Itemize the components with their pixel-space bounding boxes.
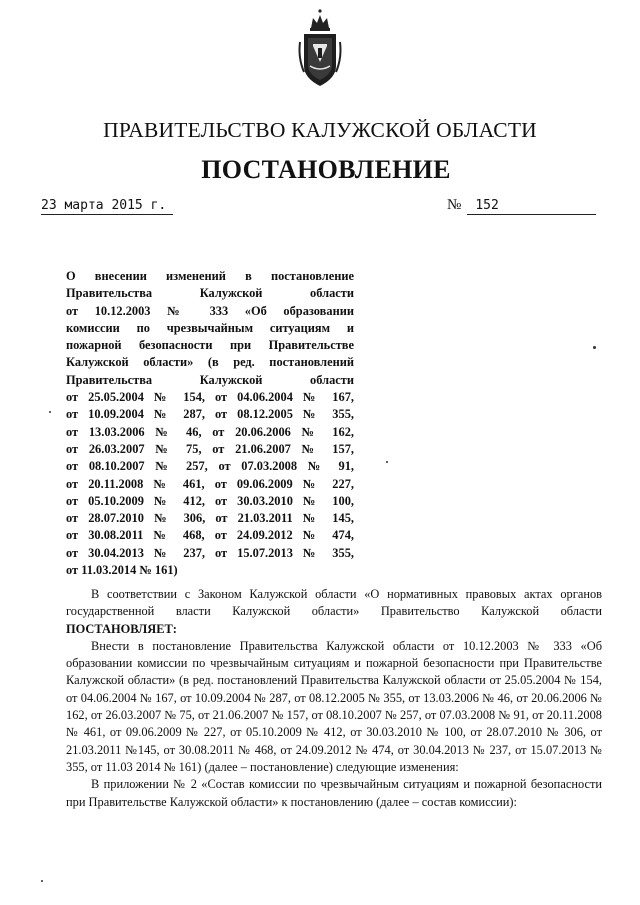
caption-line: от 30.08.2011 № 468, от 24.09.2012 № 474, bbox=[66, 528, 354, 543]
number-value: 152 bbox=[467, 198, 596, 215]
scan-speck bbox=[41, 880, 43, 882]
document-body bbox=[66, 586, 602, 811]
caption-line: от 13.03.2006 № 46, от 20.06.2006 № 162, bbox=[66, 424, 354, 439]
resolution-keyword: ПОСТАНОВЛЯЕТ: bbox=[66, 621, 177, 636]
caption-line: от 28.07.2010 № 306, от 21.03.2011 № 145, bbox=[66, 511, 354, 526]
scan-speck bbox=[386, 461, 388, 463]
document-number bbox=[447, 196, 596, 215]
paragraph-text: В соответствии с Законом Калужской области «О нормативных правовых актах органов государственной власти Калужской области» Правительство Калужской области bbox=[66, 587, 602, 619]
body-paragraph: Внести в постановление Правительства Калужской области от 10.12.2003 № 333 «Об образовании комиссии по чрезвычайным ситуациям и пожарной безопасности при Правительстве Калужской области» (в ред. постановлений Правительства Калужской области от 25.05.2004 № 154, от 04.06.2004 № 167, от 10.09.2004 № 287, от 08.12.2005 № 355, от 13.03.2006 № 46, от 20.06.2006 № 162, от 26.03.2007 № 75, от 21.06.2007 № 157, от 08.10.2007 № 257, от 07.03.2008 № 91, от 20.11.2008 № 461, от 09.06.2009 № 227, от 05.10.2009 № 412, от 30.03.2010 № 100, от 28.07.2010 № 306, от 21.03.2011 №145, от 30.08.2011 № 468, от 24.09.2012 № 474, от 30.04.2013 № 237, от 15.07.2013 № 355, от 11.03 2014 № 161) (далее – постановление) следующие изменения: bbox=[66, 638, 602, 774]
caption-line: от 30.04.2013 № 237, от 15.07.2013 № 355, bbox=[66, 545, 354, 560]
document-date: 23 марта 2015 г. bbox=[41, 198, 173, 215]
caption-line: от 10.09.2004 № 287, от 08.12.2005 № 355, bbox=[66, 407, 354, 422]
scan-speck bbox=[593, 346, 596, 349]
caption-line: от 05.10.2009 № 412, от 30.03.2010 № 100, bbox=[66, 493, 354, 508]
caption-line: от 08.10.2007 № 257, от 07.03.2008 № 91, bbox=[66, 459, 354, 474]
caption-line: от 10.12.2003 № 333 «Об образовании bbox=[66, 303, 354, 318]
caption-line: от 26.03.2007 № 75, от 21.06.2007 № 157, bbox=[66, 441, 354, 456]
caption-line: от 20.11.2008 № 461, от 09.06.2009 № 227, bbox=[66, 476, 354, 491]
government-title: ПРАВИТЕЛЬСТВО КАЛУЖСКОЙ ОБЛАСТИ bbox=[103, 118, 537, 142]
number-sign: № bbox=[447, 197, 462, 213]
document-caption bbox=[66, 268, 354, 579]
caption-line: О внесении изменений в постановление bbox=[66, 269, 354, 283]
caption-line: от 11.03.2014 № 161) bbox=[66, 563, 178, 578]
caption-line: комиссии по чрезвычайным ситуациям и bbox=[66, 320, 354, 335]
scan-speck bbox=[49, 411, 51, 413]
caption-line: Правительства Калужской области bbox=[66, 372, 354, 387]
body-paragraph bbox=[66, 586, 602, 638]
caption-line: от 25.05.2004 № 154, от 04.06.2004 № 167, bbox=[66, 390, 354, 405]
caption-line: пожарной безопасности при Правительстве bbox=[66, 338, 354, 353]
body-paragraph: В приложении № 2 «Состав комиссии по чрезвычайным ситуациям и пожарной безопасности при Правительстве Калужской области» к постановлению (далее – состав комиссии): bbox=[66, 777, 602, 809]
caption-line: Калужской области» (в ред. постановлений bbox=[66, 355, 354, 370]
caption-line: Правительства Калужской области bbox=[66, 286, 354, 301]
kaluga-coat-of-arms-icon bbox=[296, 8, 344, 90]
document-type-heading: ПОСТАНОВЛЕНИЕ bbox=[201, 155, 451, 184]
